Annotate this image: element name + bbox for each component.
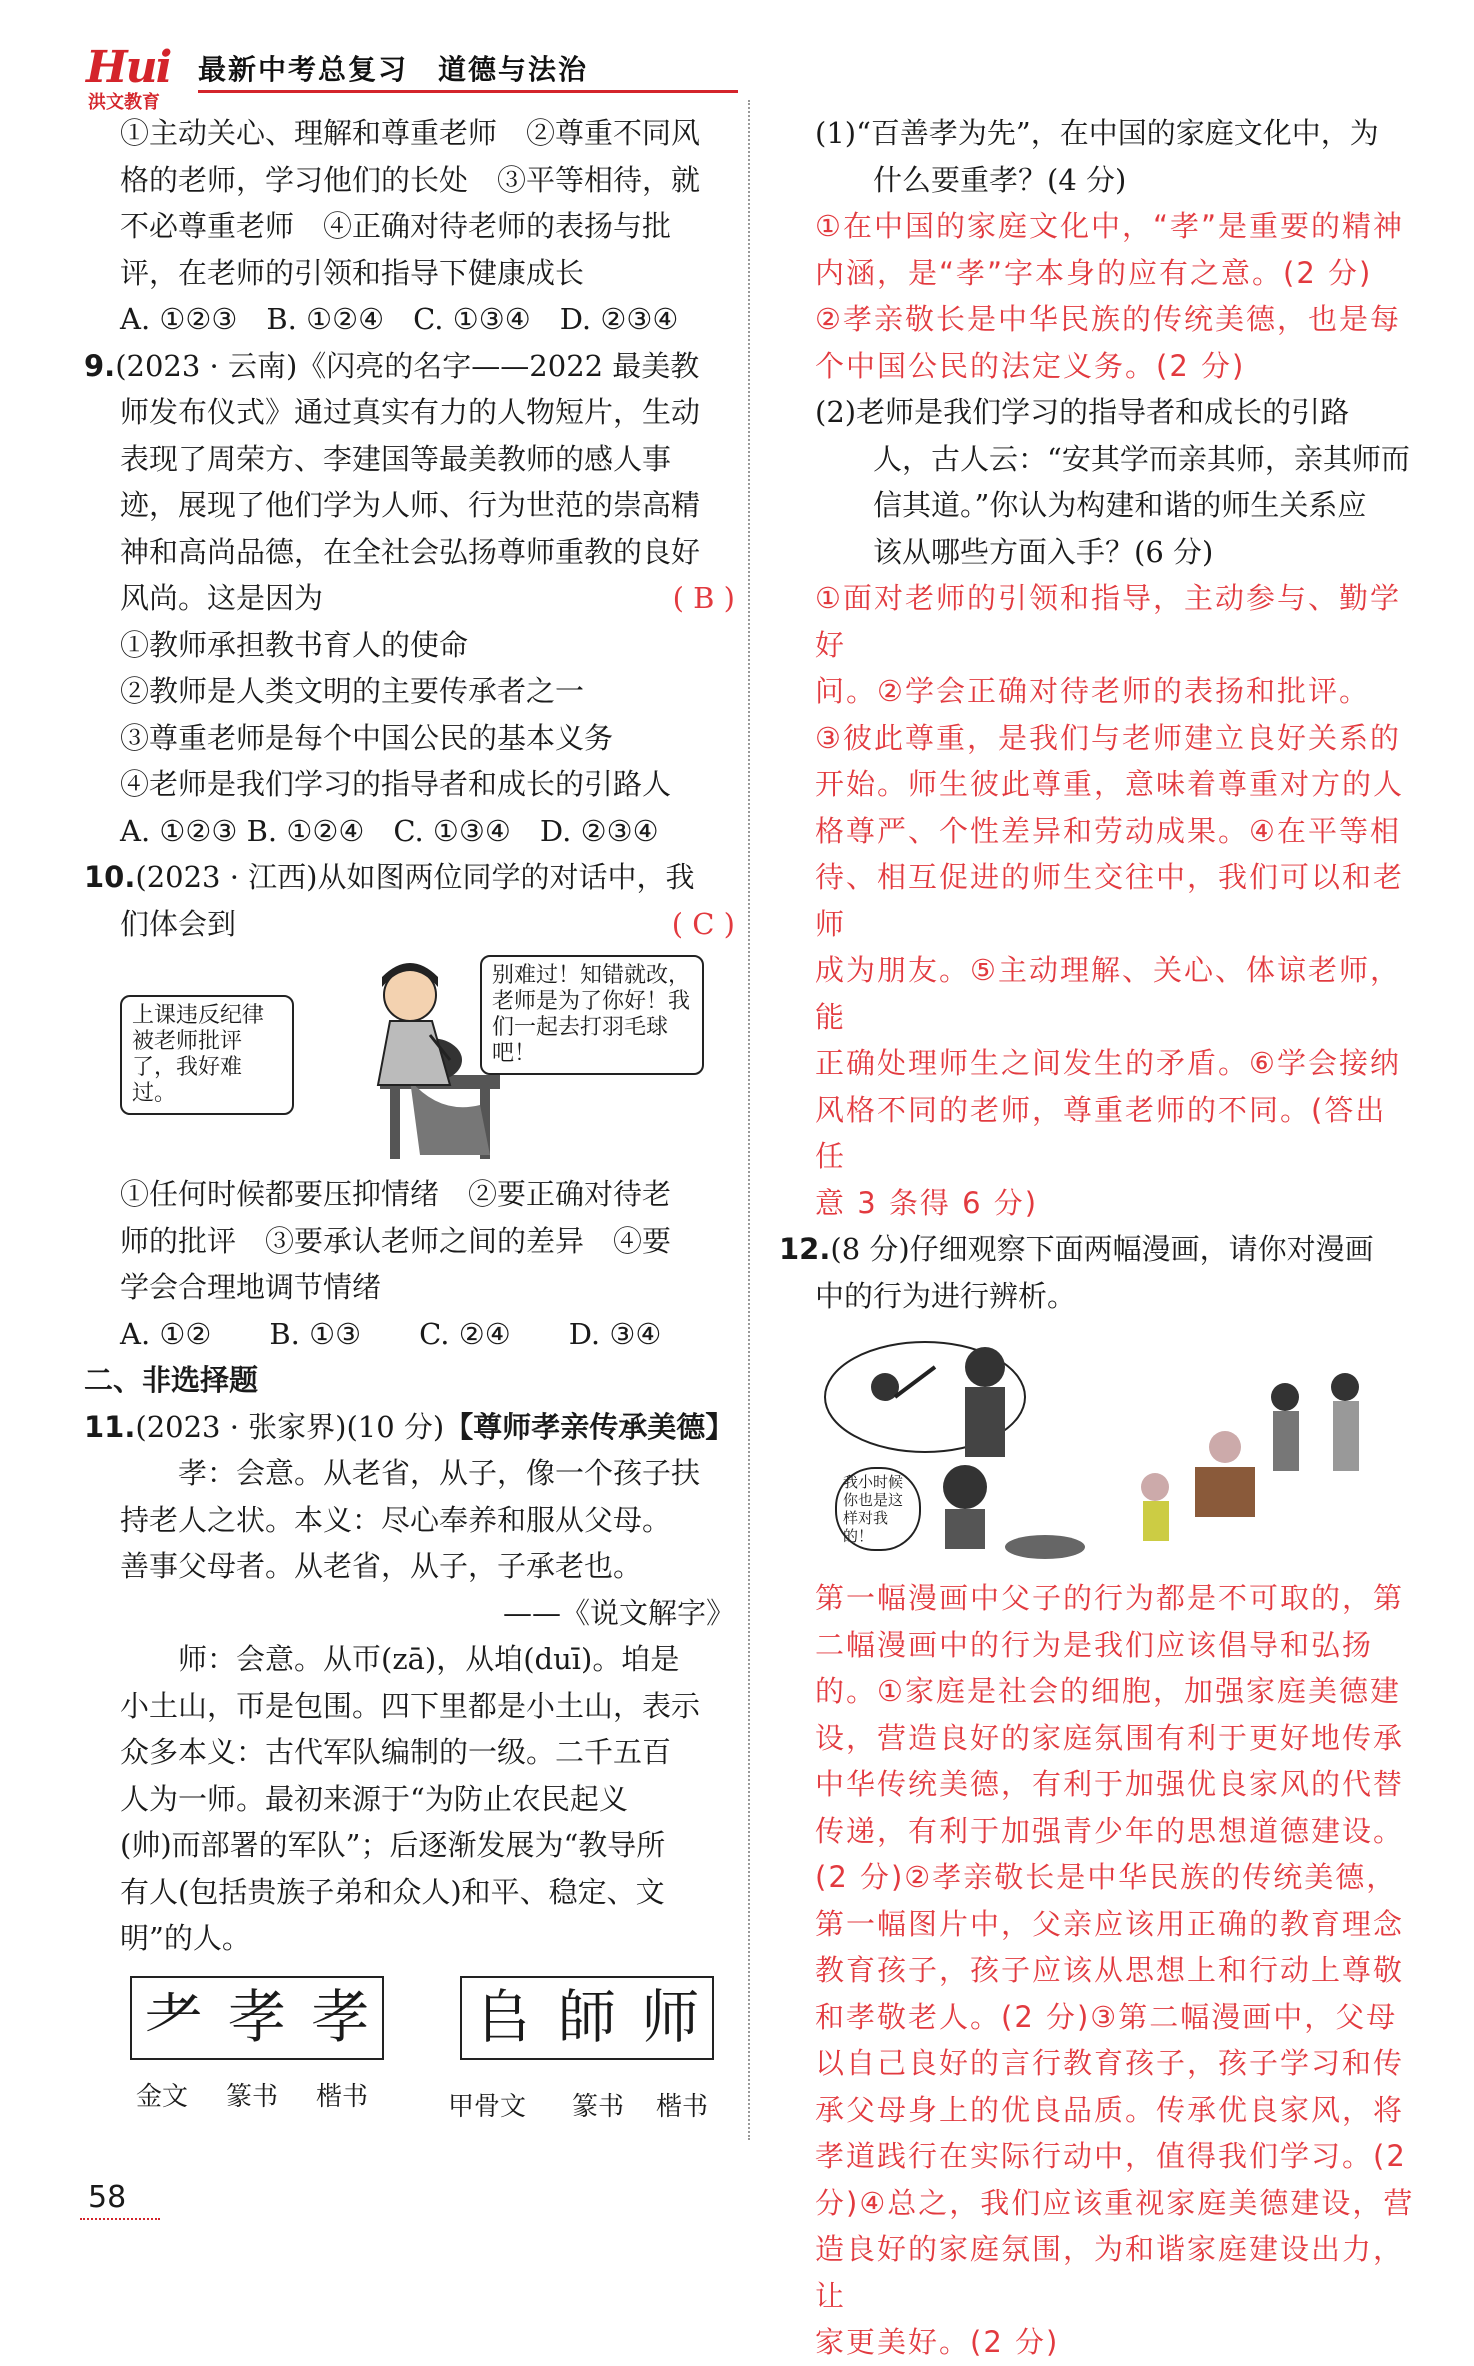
q9-last-line: 风尚。这是因为 ( B ) (120, 575, 735, 622)
q11-source: ——《说文解字》 (502, 1595, 735, 1630)
q12-answer: 教育孩子，孩子应该从思想上和行动上尊敬 (815, 1953, 1405, 1987)
q11-text-line: 明”的人。 (120, 1921, 251, 1955)
caption-bronze: 金文 (136, 2081, 189, 2112)
q10-option-line: 学会合理地调节情绪 (120, 1270, 382, 1304)
publisher-name: 洪文教育 (88, 92, 160, 113)
q9-line: 9.(2023 · 云南)《闪亮的名字——2022 最美教 (84, 348, 700, 383)
q11-2-question: 该从哪些方面入手？(6 分) (815, 534, 1214, 569)
page-number: 58 (88, 2180, 127, 2215)
q11-header: 11.(2023 · 张家界)(10 分)【尊师孝亲传承美德】 (84, 1409, 735, 1444)
caption-regular: 楷书 (656, 2091, 709, 2122)
left-column (84, 110, 735, 2126)
q9-option: ②教师是人类文明的主要传承者之一 (120, 674, 585, 708)
q9-answer: ( B ) (672, 581, 735, 615)
q12-answer: 传递，有利于加强青少年的思想道德建设。 (815, 1813, 1405, 1848)
q9-option: ④老师是我们学习的指导者和成长的引路人 (120, 767, 672, 801)
shi-glyph-box (460, 1976, 714, 2060)
q10-choices: A. ①② B. ①③ C. ②④ D. ③④ (120, 1316, 662, 1351)
q8-option-line: ①主动关心、理解和尊重老师 ②尊重不同风 (120, 116, 701, 150)
xiao-glyph-box (130, 1976, 384, 2060)
q11-1-answer: ①在中国的家庭文化中，“孝”是重要的精神 (815, 209, 1405, 243)
q10-number: 10. (84, 860, 136, 894)
q11-text-line: 善事父母者。从老省，从子，子承老也。 (120, 1549, 643, 1583)
q8-option-line: 不必尊重老师 ④正确对待老师的表扬与批 (120, 209, 672, 243)
q11-1-answer: ②孝亲敬长是中华民族的传统美德，也是每 (815, 302, 1401, 336)
q11-2-answer: 正确处理师生之间发生的矛盾。⑥学会接纳 (815, 1046, 1401, 1080)
q12-answer: 第一幅图片中，父亲应该用正确的教育理念 (815, 1906, 1405, 1941)
q10-line: 们体会到 ( C ) (120, 901, 735, 948)
caption-seal: 篆书 (572, 2091, 625, 2122)
page-number-rule (80, 2218, 160, 2220)
dialogue-cartoon (120, 955, 735, 1165)
q9-line: 迹，展现了他们学为人师、行为世范的崇高精 (120, 488, 701, 522)
q9-number: 9. (84, 348, 116, 383)
caption-seal: 篆书 (226, 2081, 279, 2112)
q10-option-line: ①任何时候都要压抑情绪 ②要正确对待老 (120, 1177, 672, 1211)
q11-text-line: 师：会意。从帀(zā)，从垍(duī)。垍是 (120, 1642, 680, 1676)
character-evolution (120, 1976, 735, 2126)
header-rule (198, 90, 738, 93)
q12-answer: (2 分)②孝亲敬长是中华民族的传统美德， (815, 1860, 1398, 1894)
xiao-bronze-glyph: 耂 (144, 1983, 203, 2052)
q11-number: 11. (84, 1409, 136, 1444)
q11-2-answer: 成为朋友。⑤主动理解、关心、体谅老师，能 (815, 953, 1401, 1034)
q12-answer: 中华传统美德，有利于加强优良家风的代替 (815, 1767, 1405, 1801)
q11-1-answer: 内涵，是“孝”字本身的应有之意。(2 分) (815, 255, 1373, 290)
speech-bubble-right: 别难过！知错就改，老师是为了你好！我们一起去打羽毛球吧！ (480, 955, 704, 1075)
q11-text-line: 人为一师。最初来源于“为防止农民起义 (120, 1781, 628, 1816)
q9-line: 神和高尚品德，在全社会弘扬尊师重教的良好 (120, 534, 701, 569)
q9-option: ①教师承担教书育人的使命 (120, 627, 469, 662)
q9-option: ③尊重老师是每个中国公民的基本义务 (120, 720, 614, 755)
q12-answer: 家更美好。(2 分) (815, 2325, 1060, 2359)
q9-line: 表现了周荣方、李建国等最美教师的感人事 (120, 441, 672, 476)
cartoon-speech-bubble: 我小时候你也是这样对我的！ (835, 1467, 921, 1551)
q12-answer: 孝道践行在实际行动中，值得我们学习。(2 (815, 2139, 1407, 2173)
q11-2-answer: 待、相互促进的师生交往中，我们可以和老师 (815, 860, 1405, 941)
shi-oracle-glyph: 𠂤 (474, 1983, 533, 2052)
q11-text-line: 有人(包括贵族子弟和众人)和平、稳定、文 (120, 1874, 665, 1909)
q11-text-line: 持老人之状。本义：尽心奉养和服从父母。 (120, 1502, 672, 1537)
q11-text-line: (帅)而部署的军队”；后逐渐发展为“教导所 (120, 1828, 666, 1862)
family-cartoons (815, 1327, 1415, 1567)
q12-answer: 第一幅漫画中父子的行为都是不可取的，第 (815, 1581, 1405, 1615)
q8-option-line: 格的老师，学习他们的长处 ③平等相待，就 (120, 162, 701, 197)
q11-2-question: 人，古人云：“安其学而亲其师，亲其师而 (815, 441, 1410, 476)
q11-text-line: 众多本义：古代军队编制的一级。二千五百 (120, 1735, 672, 1769)
q8-choices: A. ①②③ B. ①②④ C. ①③④ D. ②③④ (120, 302, 679, 336)
q12-line: 中的行为进行辨析。 (815, 1278, 1077, 1313)
q12-answer: 的。①家庭是社会的细胞，加强家庭美德建 (815, 1674, 1401, 1708)
q12-answer: 承父母身上的优良品质。传承优良家风，将 (815, 2092, 1405, 2127)
section-heading: 二、非选择题 (84, 1363, 259, 1397)
xiao-seal-glyph: 孝 (227, 1983, 286, 2052)
right-column (779, 110, 1415, 2366)
q11-text-line: 孝：会意。从老省，从子，像一个孩子扶 (120, 1456, 701, 1490)
q9-line: 师发布仪式》通过真实有力的人物短片，生动 (120, 395, 701, 429)
q11-2-question: 信其道。”你认为构建和谐的师生关系应 (815, 488, 1367, 522)
publisher-logo: Hui (86, 42, 171, 93)
q8-option-line: 评，在老师的引领和指导下健康成长 (120, 255, 585, 290)
book-title: 最新中考总复习 道德与法治 (198, 53, 589, 86)
q12-answer: 二幅漫画中的行为是我们应该倡导和弘扬 (815, 1627, 1374, 1662)
q11-2-answer: 开始。师生彼此尊重，意味着尊重对方的人 (815, 767, 1405, 801)
q10-line: 10.(2023 · 江西)从如图两位同学的对话中，我 (84, 860, 695, 894)
q12-answer: 以自己良好的言行教育孩子，孩子学习和传 (815, 2046, 1405, 2080)
q11-1-question: (1)“百善孝为先”，在中国的家庭文化中，为 (815, 116, 1379, 150)
q11-text-line: 小土山，帀是包围。四下里都是小土山，表示 (120, 1688, 701, 1723)
page-header (80, 38, 700, 113)
q12-line: 12.(8 分)仔细观察下面两幅漫画，请你对漫画 (779, 1232, 1374, 1266)
caption-regular: 楷书 (316, 2081, 369, 2112)
q11-2-answer: ③彼此尊重，是我们与老师建立良好关系的 (815, 720, 1401, 755)
q10-answer: ( C ) (671, 906, 735, 941)
q11-2-answer: 意 3 条得 6 分) (815, 1185, 1039, 1220)
q11-1-answer: 个中国公民的法定义务。(2 分) (815, 348, 1246, 383)
q11-2-answer: 格尊严、个性差异和劳动成果。④在平等相 (815, 813, 1401, 848)
shi-regular-glyph: 师 (641, 1983, 700, 2052)
q11-theme-tag: 【尊师孝亲传承美德】 (444, 1409, 735, 1444)
q12-answer: 造良好的家庭氛围，为和谐家庭建设出力，让 (815, 2232, 1405, 2313)
q11-2-answer: ①面对老师的引领和指导，主动参与、勤学好 (815, 581, 1401, 662)
q10-option-line: 师的批评 ③要承认老师之间的差异 ④要 (120, 1223, 672, 1258)
q11-1-question: 什么要重孝？(4 分) (815, 162, 1127, 197)
shi-seal-glyph: 師 (557, 1983, 616, 2052)
q11-2-question: (2)老师是我们学习的指导者和成长的引路 (815, 395, 1350, 429)
q12-number: 12. (779, 1232, 831, 1266)
q11-2-answer: 问。②学会正确对待老师的表扬和批评。 (815, 674, 1370, 708)
q12-answer: 设，营造良好的家庭氛围有利于更好地传承 (815, 1720, 1405, 1755)
q12-answer: 和孝敬老人。(2 分)③第二幅漫画中，父母 (815, 1999, 1398, 2034)
column-divider (748, 100, 750, 2140)
speech-bubble-left: 上课违反纪律被老师批评了，我好难过。 (120, 995, 294, 1115)
q9-choices: A. ①②③ B. ①②④ C. ①③④ D. ②③④ (120, 813, 659, 848)
q12-answer: 分)④总之，我们应该重视家庭美德建设，营 (815, 2185, 1415, 2220)
xiao-regular-glyph: 孝 (311, 1983, 370, 2052)
caption-oracle: 甲骨文 (448, 2091, 527, 2122)
q11-2-answer: 风格不同的老师，尊重老师的不同。(答出任 (815, 1092, 1387, 1173)
